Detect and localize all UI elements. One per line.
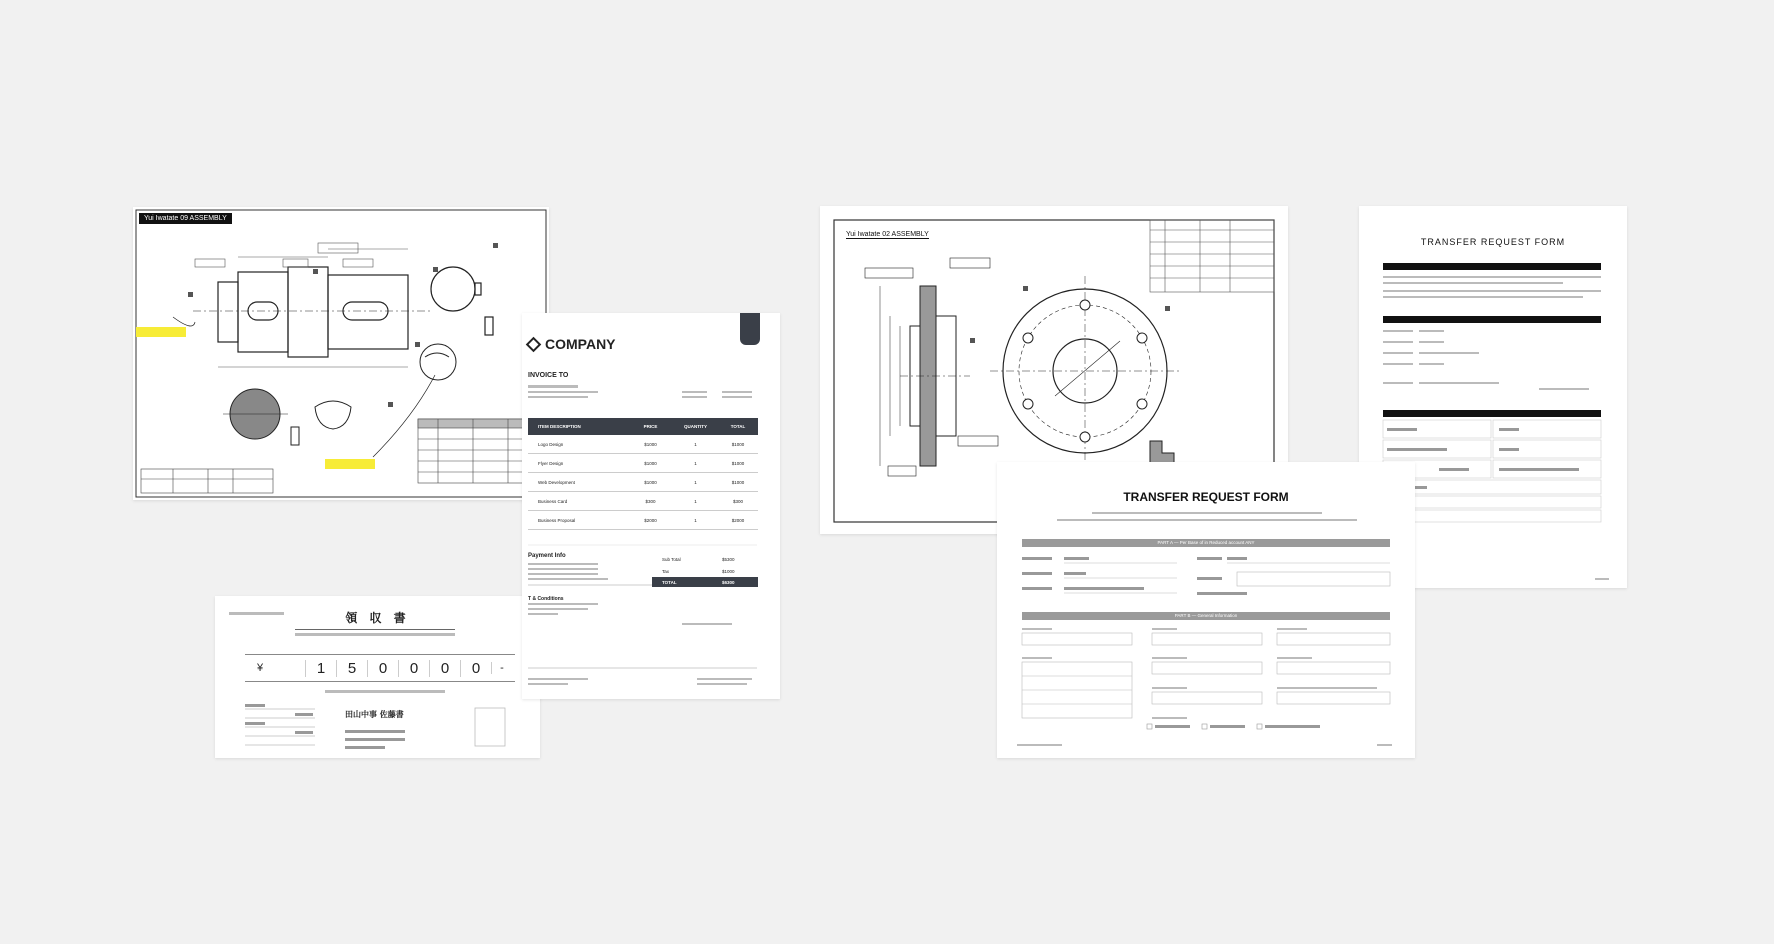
terms-label: T & Conditions (528, 596, 564, 602)
invoice-table-header (528, 418, 758, 435)
drawing-tag: Yui Iwatate 02 ASSEMBLY (846, 231, 929, 238)
transfer-form-front (997, 462, 1415, 758)
form-title: TRANSFER REQUEST FORM (1420, 237, 1566, 247)
amount-digit: 1 (305, 660, 336, 677)
form-section-a-label: PART A — Per Base of in Reduced account ANY (1157, 540, 1255, 545)
receipt-issuer: 田山中事 佐藤書 (345, 710, 404, 719)
table-row: Web Development $1000 1 $1000 (528, 473, 758, 492)
drawing-tag: Yui Iwatate 09 ASSEMBLY (139, 213, 232, 224)
form-front-content (997, 462, 1415, 758)
receipt-title: 領 収 書 (345, 611, 410, 625)
total-bar: TOTAL $6300 (652, 577, 758, 587)
amount-digit: 0 (398, 660, 429, 677)
col-total: TOTAL (730, 424, 746, 429)
yen-sign: ¥ (256, 662, 264, 674)
table-row: Logo Design $1000 1 $1000 (528, 435, 758, 454)
payment-info-label: Payment Info (528, 553, 566, 559)
company-logo-text: COMPANY (545, 336, 616, 352)
receipt-document (215, 596, 540, 758)
engineering-drawing-left (133, 207, 549, 500)
invoice-document (522, 313, 780, 699)
form-title: TRANSFER REQUEST FORM (1123, 490, 1289, 504)
col-price: PRICE (643, 424, 658, 429)
col-description: ITEM DESCRIPTION (538, 424, 581, 429)
amount-digit: 0 (460, 660, 491, 677)
amount-digit: - (491, 662, 512, 674)
table-row: Business Card $300 1 $300 (528, 492, 758, 511)
shaft-drawing (133, 207, 549, 500)
table-row: Flyer Design $1000 1 $1000 (528, 454, 758, 473)
form-section-b-label: PART B — General Information (1174, 613, 1238, 618)
invoice-to-label: INVOICE TO (528, 372, 569, 379)
table-row: Business Proposal $2000 1 $2000 (528, 511, 758, 530)
amount-digit: 0 (429, 660, 460, 677)
invoice-table (528, 418, 758, 530)
invoice-totals: Sub Total $5300 Tax $1000 TOTAL $6300 (652, 553, 758, 587)
receipt-lines (215, 596, 540, 758)
col-quantity: QUANTITY (684, 424, 707, 429)
amount-digit: 0 (367, 660, 398, 677)
amount-digit: 5 (336, 660, 367, 677)
